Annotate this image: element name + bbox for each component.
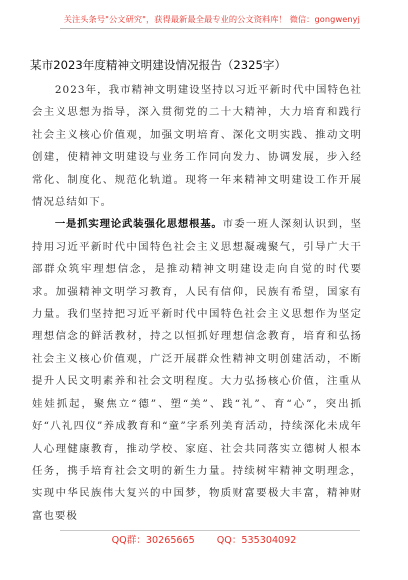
page-footer (0, 532, 408, 546)
paragraph-section-1 (32, 213, 362, 527)
paragraph-intro (32, 79, 362, 213)
footer-qq-group: QQ群：30265665 (111, 535, 195, 546)
document-body (32, 79, 362, 527)
footer-qq: QQ：535304092 (216, 535, 297, 546)
paragraph-text: 市委一班人深刻认识到，坚持用习近平新时代中国特色社会主义思想凝魂聚气，引导广大干部群众筑牢理想信念，是推动精神文明建设走向自觉的时代要求。加强精神文明学习教育，人民有信仰，民族有希望，国家有力量。我们坚持把习近平新时代中国特色社会主义思想作为坚定理想信念的鲜活教材，持之以恒抓好理想信念教育，培育和弘扬社会主义核心价值观，广泛开展群众性精神文明创建活动，不断提升人民文明素养和社会文明程度。大力弘扬核心价值，注重从娃娃抓起，聚焦立“德”、塑“美”、践“礼”、育“心”，突出抓好“八礼四仪”养成教育和“童”字系列美育活动，持续深化未成年人心理健康教育，推动学校、家庭、社会共同落实立德树人根本任务，携手培育社会文明的新生力量。持续树牢精神文明理念，实现中华民族伟大复兴的中国梦，物质财富要极大丰富，精神财富也要极 (32, 218, 362, 522)
paragraph-text: 2023年，我市精神文明建设坚持以习近平新时代中国特色社会主义思想为指导，深入贯彻党的二十大精神，大力培育和践行社会主义核心价值观，加强文明培育、深化文明实践、推动文明创建，使精神文明建设与业务工作同向发力、协调发展，步入经常化、制度化、规范化轨道。现将一年来精神文明建设工作开展情况总结如下。 (32, 84, 362, 209)
paragraph-lead: 一是抓实理论武装强化思想根基。 (54, 218, 223, 231)
page-header: 关注头条号"公文研究"，获得最新最全最专业的公文资料库！ 微信：gongwenyj (60, 14, 360, 29)
footer-divider (60, 530, 360, 531)
document-title: 某市2023年度精神文明建设情况报告（2325字） (30, 58, 287, 72)
